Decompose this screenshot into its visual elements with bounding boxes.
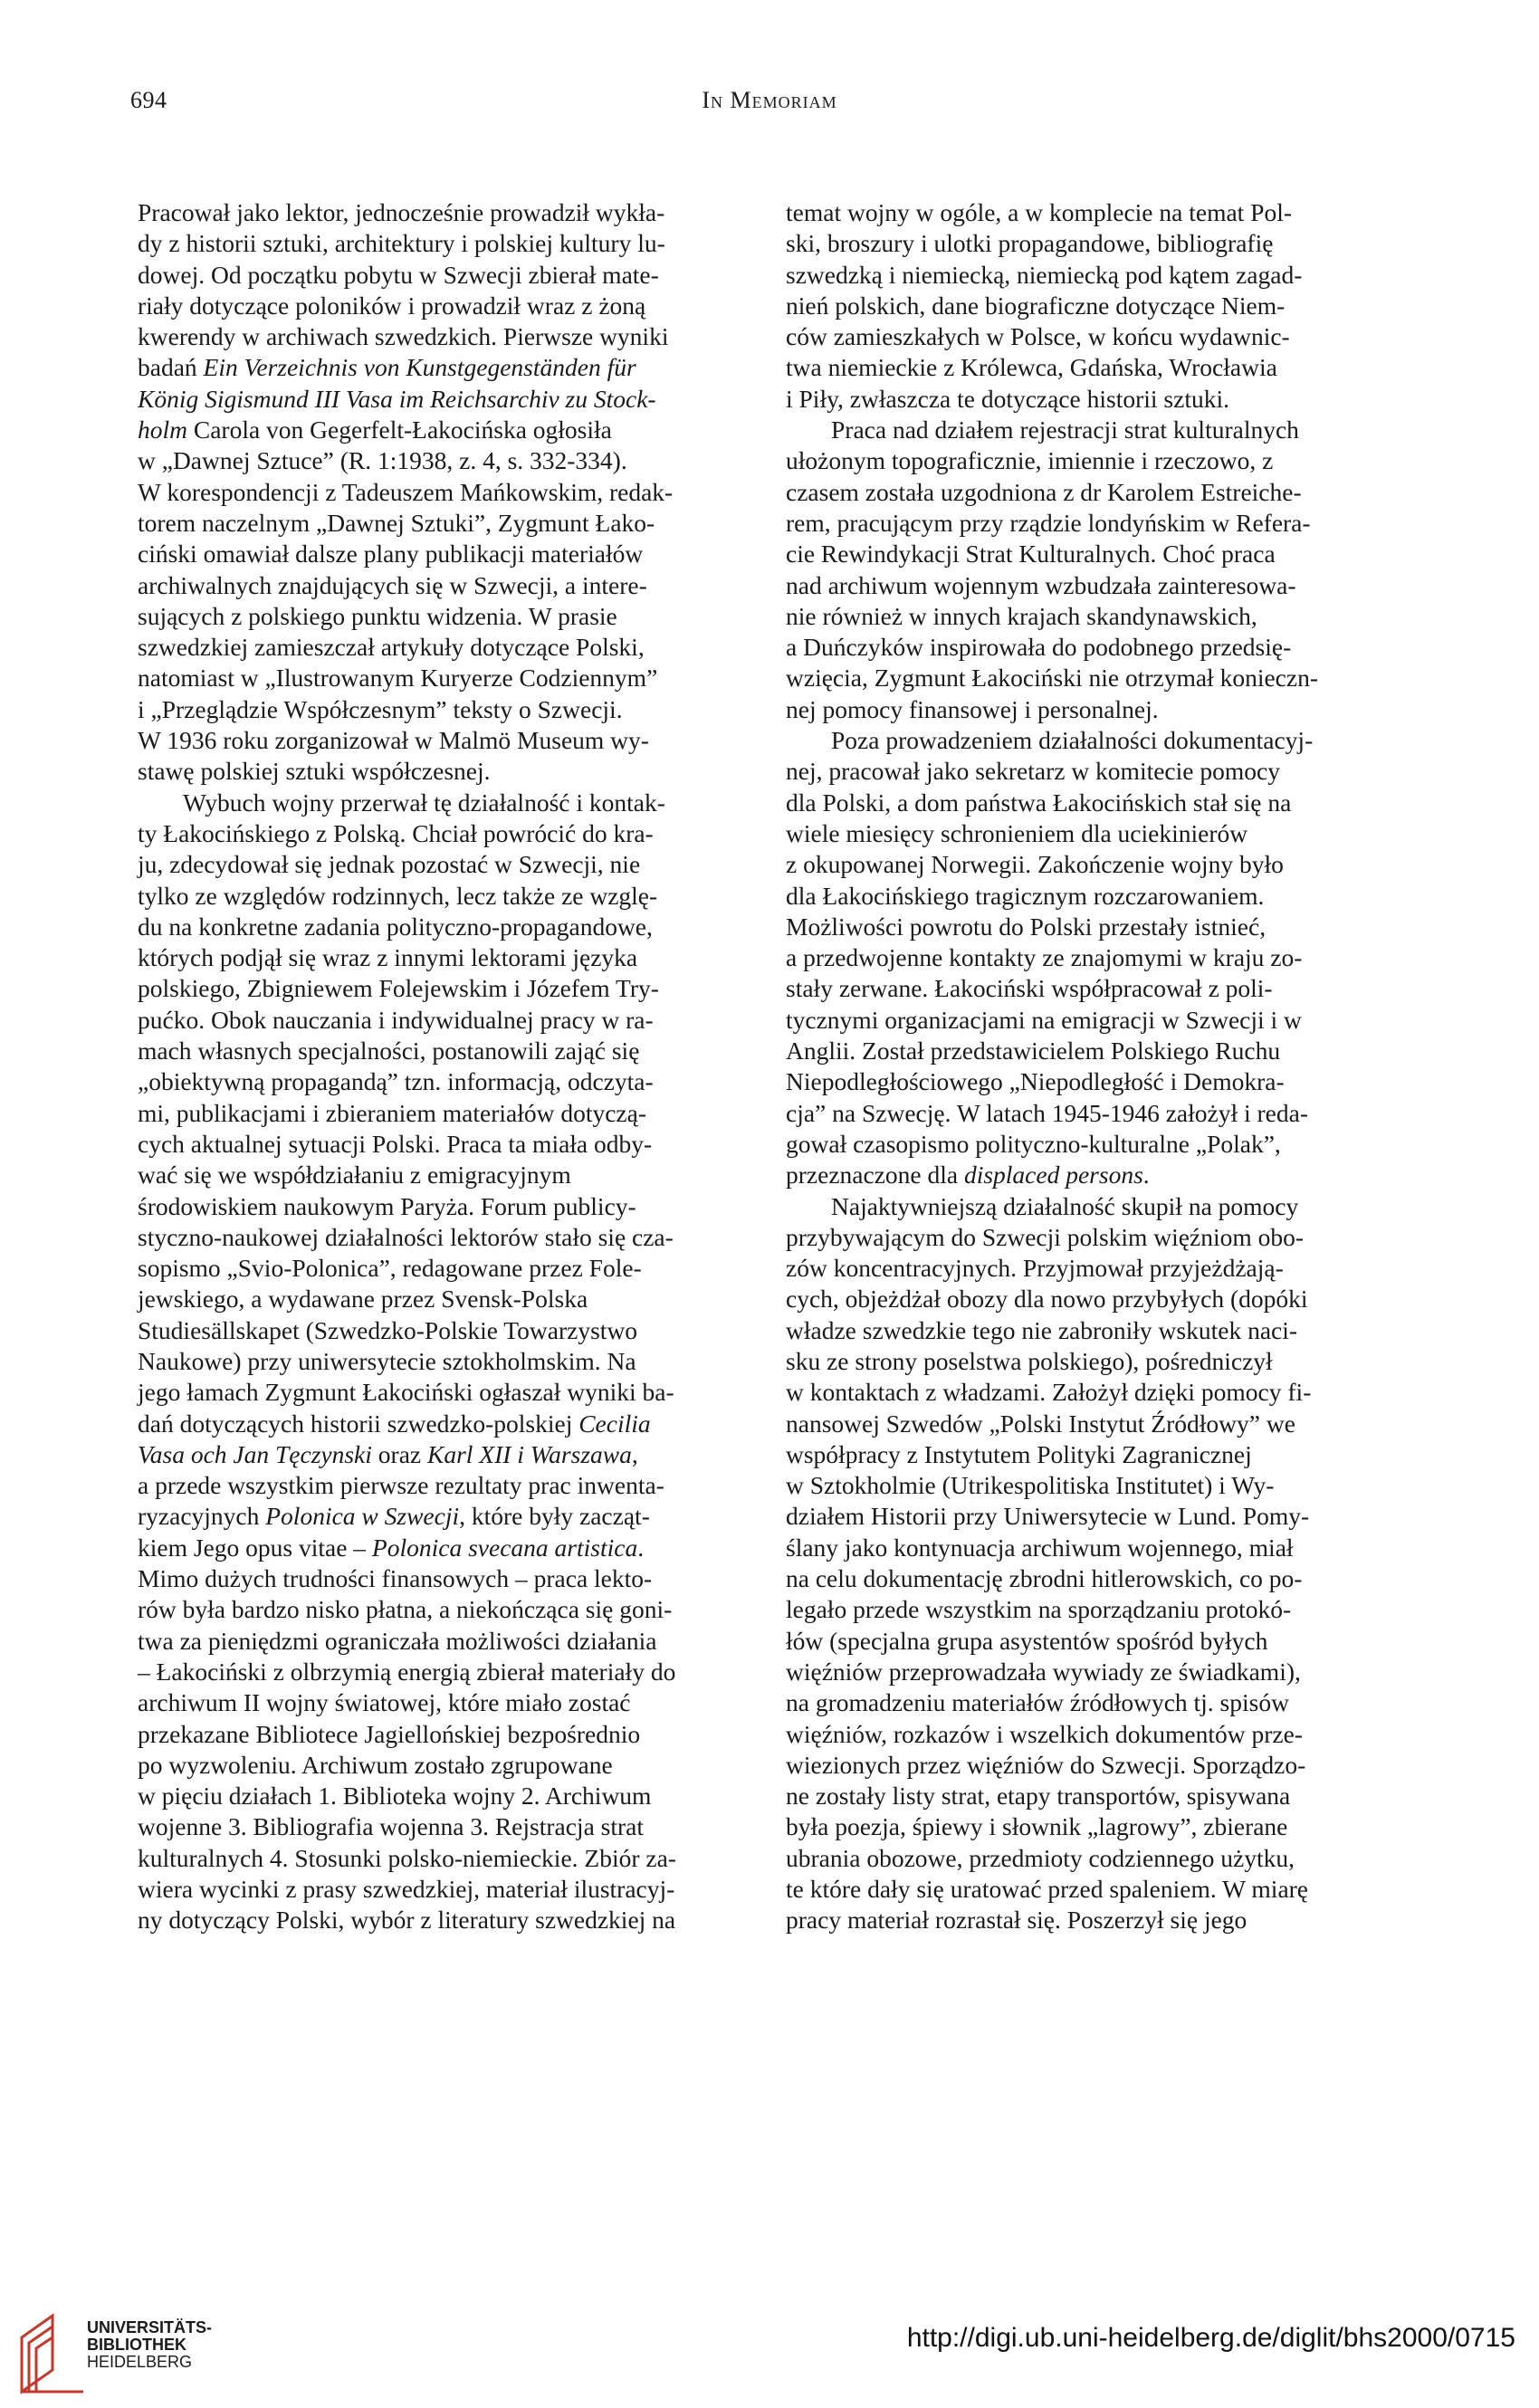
text-column-left xyxy=(138,197,753,1936)
paragraph: Pracował jako lektor, jednocześnie prowadził wykła- dy z historii sztuki, architektury i polskiej kultury lu- dowej. Od początku pobytu w Szwecji zbierał mate- riały dotyczące poloników i prowadził wraz z żoną kwerendy w archiwach szwedzkich. Pierwsze wyniki badań Ein Verzeichnis von Kunstgegenständen für König Sigismund III Vasa im Reichsarchiv zu Stock- holm Carola von Gegerfelt-Łakocińska ogłosiła w „Dawnej Sztuce” (R. 1:1938, z. 4, s. 332-334). W korespondencji z Tadeuszem Mańkowskim, redak- torem naczelnym „Dawnej Sztuki”, Zygmunt Łako- ciński omawiał dalsze plany publikacji materiałów archiwalnych znajdujących się w Szwecji, a intere- sujących z polskiego punktu widzenia. W prasie szwedzkiej zamieszczał artykuły dotyczące Polski, natomiast w „Ilustrowanym Kuryerze Codziennym” i „Przeglądzie Współczesnym” teksty o Szwecji. W 1936 roku zorganizował w Malmö Museum wy- stawę polskiej sztuki współczesnej. xyxy=(138,198,674,786)
paragraph: Najaktywniejszą działalność skupił na pomocy przybywającym do Szwecji polskim więźniom obo- zów koncentracyjnych. Przyjmował przyjeżdżają- cych, objeżdżał obozy dla nowo przybyłych (dopóki władze szwedzkie tego nie zabroniły wskutek naci- sku ze strony poselstwa polskiego), pośredniczył w kontaktach z władzami. Założył dzięki pomocy fi- nansowej Szwedów „Polski Instytut Źródłowy” we współpracy z Instytutem Polityki Zagranicznej w Sztokholmie (Utrikespolitiska Institutet) i Wy- działem Historii przy Uniwersytecie w Lund. Pomy- ślany jako kontynuacja archiwum wojennego, miał na celu dokumentację zbrodni hitlerowskich, co po- legało przede wszystkim na sporządzaniu protokó- łów (specjalna grupa asystentów spośród byłych więźniów przeprowadzała wywiady ze świadkami), na gromadzeniu materiałów źródłowych tj. spisów więźniów, rozkazów i wszelkich dokumentów prze- wiezionych przez więźniów do Szwecji. Sporządzo- ne zostały listy strat, etapy transportów, spisywana była poezja, śpiewy i słownik „lagrowy”, zbierane ubrania obozowe, przedmioty codziennego użytku, te które dały się uratować przed spaleniem. W miarę pracy materiał rozrastał się. Poszerzył się jego xyxy=(786,1191,1312,1935)
library-logo-icon xyxy=(16,2310,89,2397)
library-name xyxy=(87,2319,212,2371)
paragraph: Poza prowadzeniem działalności dokumentacyj- nej, pracował jako sekretarz w komitecie pomocy dla Polski, a dom państwa Łakocińskich stał się na wiele miesięcy schronieniem dla uciekinierów z okupowanej Norwegii. Zakończenie wojny było dla Łakocińskiego tragicznym rozczarowaniem. Możliwości powrotu do Polski przestały istnieć, a przedwojenne kontakty ze znajomymi w kraju zo- stały zerwane. Łakociński współpracował z poli- tycznymi organizacjami na emigracji w Szwecji i w Anglii. Został przedstawicielem Polskiego Ruchu Niepodległościowego „Niepodległość i Demokra- cja” na Szwecję. W latach 1945-1946 założył i reda- gował czasopismo polityczno-kulturalne „Polak”, przeznaczone dla displaced persons. xyxy=(786,726,1314,1190)
digitization-footer xyxy=(0,2299,1539,2408)
page-number: 694 xyxy=(130,87,167,113)
library-name-line2: BIBLIOTHEK xyxy=(87,2336,186,2354)
running-head: In Memoriam xyxy=(702,87,837,113)
library-name-line1: UNIVERSITÄTS- xyxy=(87,2318,213,2336)
text-column-right xyxy=(786,197,1401,1936)
paragraph: Praca nad działem rejestracji strat kulturalnych ułożonym topograficznie, imiennie i rzeczowo, z czasem została uzgodniona z dr Karolem Estreiche- rem, pracującym przy rządzie londyńskim w Refera- cie Rewindykacji Strat Kulturalnych. Choć praca nad archiwum wojennym wzbudzała zainteresowa- nie również w innych krajach skandynawskich, a Duńczyków inspirowała do podobnego przedsię- wzięcia, Zygmunt Łakociński nie otrzymał konieczn- nej pomocy finansowej i personalnej. xyxy=(786,416,1318,723)
paragraph: temat wojny w ogóle, a w komplecie na temat Pol- ski, broszury i ulotki propagandowe, bibliografię szwedzką i niemiecką, niemiecką pod kątem zagad- nień polskich, dane biograficzne dotyczące Niem- ców zamieszkałych w Polsce, w końcu wydawnic- twa niemieckie z Królewca, Gdańska, Wrocławia i Piły, zwłaszcza te dotyczące historii sztuki. xyxy=(786,198,1303,413)
source-url[interactable]: http://digi.ub.uni-heidelberg.de/diglit/bhs2000/0715 xyxy=(906,2323,1515,2353)
paragraph: Wybuch wojny przerwał tę działalność i kontak- ty Łakocińskiego z Polską. Chciał powrócić do kra- ju, zdecydował się jednak pozostać w Szwecji, nie tylko ze względów rodzinnych, lecz także ze wzglę- du na konkretne zadania polityczno-propagandowe, których podjął się wraz z innymi lektorami języka polskiego, Zbigniewem Folejewskim i Józefem Try- pućko. Obok nauczania i indywidualnej pracy w ra- mach własnych specjalności, postanowili zająć się „obiektywną propagandą” tzn. informacją, odczyta- mi, publikacjami i zbieraniem materiałów dotyczą- cych aktualnej sytuacji Polski. Praca ta miała odby- wać się we współdziałaniu z emigracyjnym środowiskiem naukowym Paryża. Forum publicy- styczno-naukowej działalności lektorów stało się cza- sopismo „Svio-Polonica”, redagowane przez Fole- jewskiego, a wydawane przez Svensk-Polska Studiesällskapet (Szwedzko-Polskie Towarzystwo Naukowe) przy uniwersytecie sztokholmskim. Na jego łamach Zygmunt Łakociński ogłaszał wyniki ba- dań dotyczących historii szwedzko-polskiej Cecilia Vasa och Jan Tęczynski oraz Karl XII i Warszawa, a przede wszystkim pierwsze rezultaty prac inwenta- ryzacyjnych Polonica w Szwecji, które były zacząt- kiem Jego opus vitae – Polonica svecana artistica. Mimo dużych trudności finansowych – praca lekto- rów była bardzo nisko płatna, a niekończąca się goni- twa za pieniędzmi ograniczała możliwości działania – Łakociński z olbrzymią energią zbierał materiały do archiwum II wojny światowej, które miało zostać przekazane Bibliotece Jagiellońskiej bezpośrednio po wyzwoleniu. Archiwum zostało zgrupowane w pięciu działach 1. Biblioteka wojny 2. Archiwum wojenne 3. Bibliografia wojenna 3. Rejstracja strat kulturalnych 4. Stosunki polsko-niemieckie. Zbiór za- wiera wycinki z prasy szwedzkiej, materiał ilustracyj- ny dotyczący Polski, wybór z literatury szwedzkiej na xyxy=(138,788,676,1935)
library-name-line3: HEIDELBERG xyxy=(87,2353,193,2371)
